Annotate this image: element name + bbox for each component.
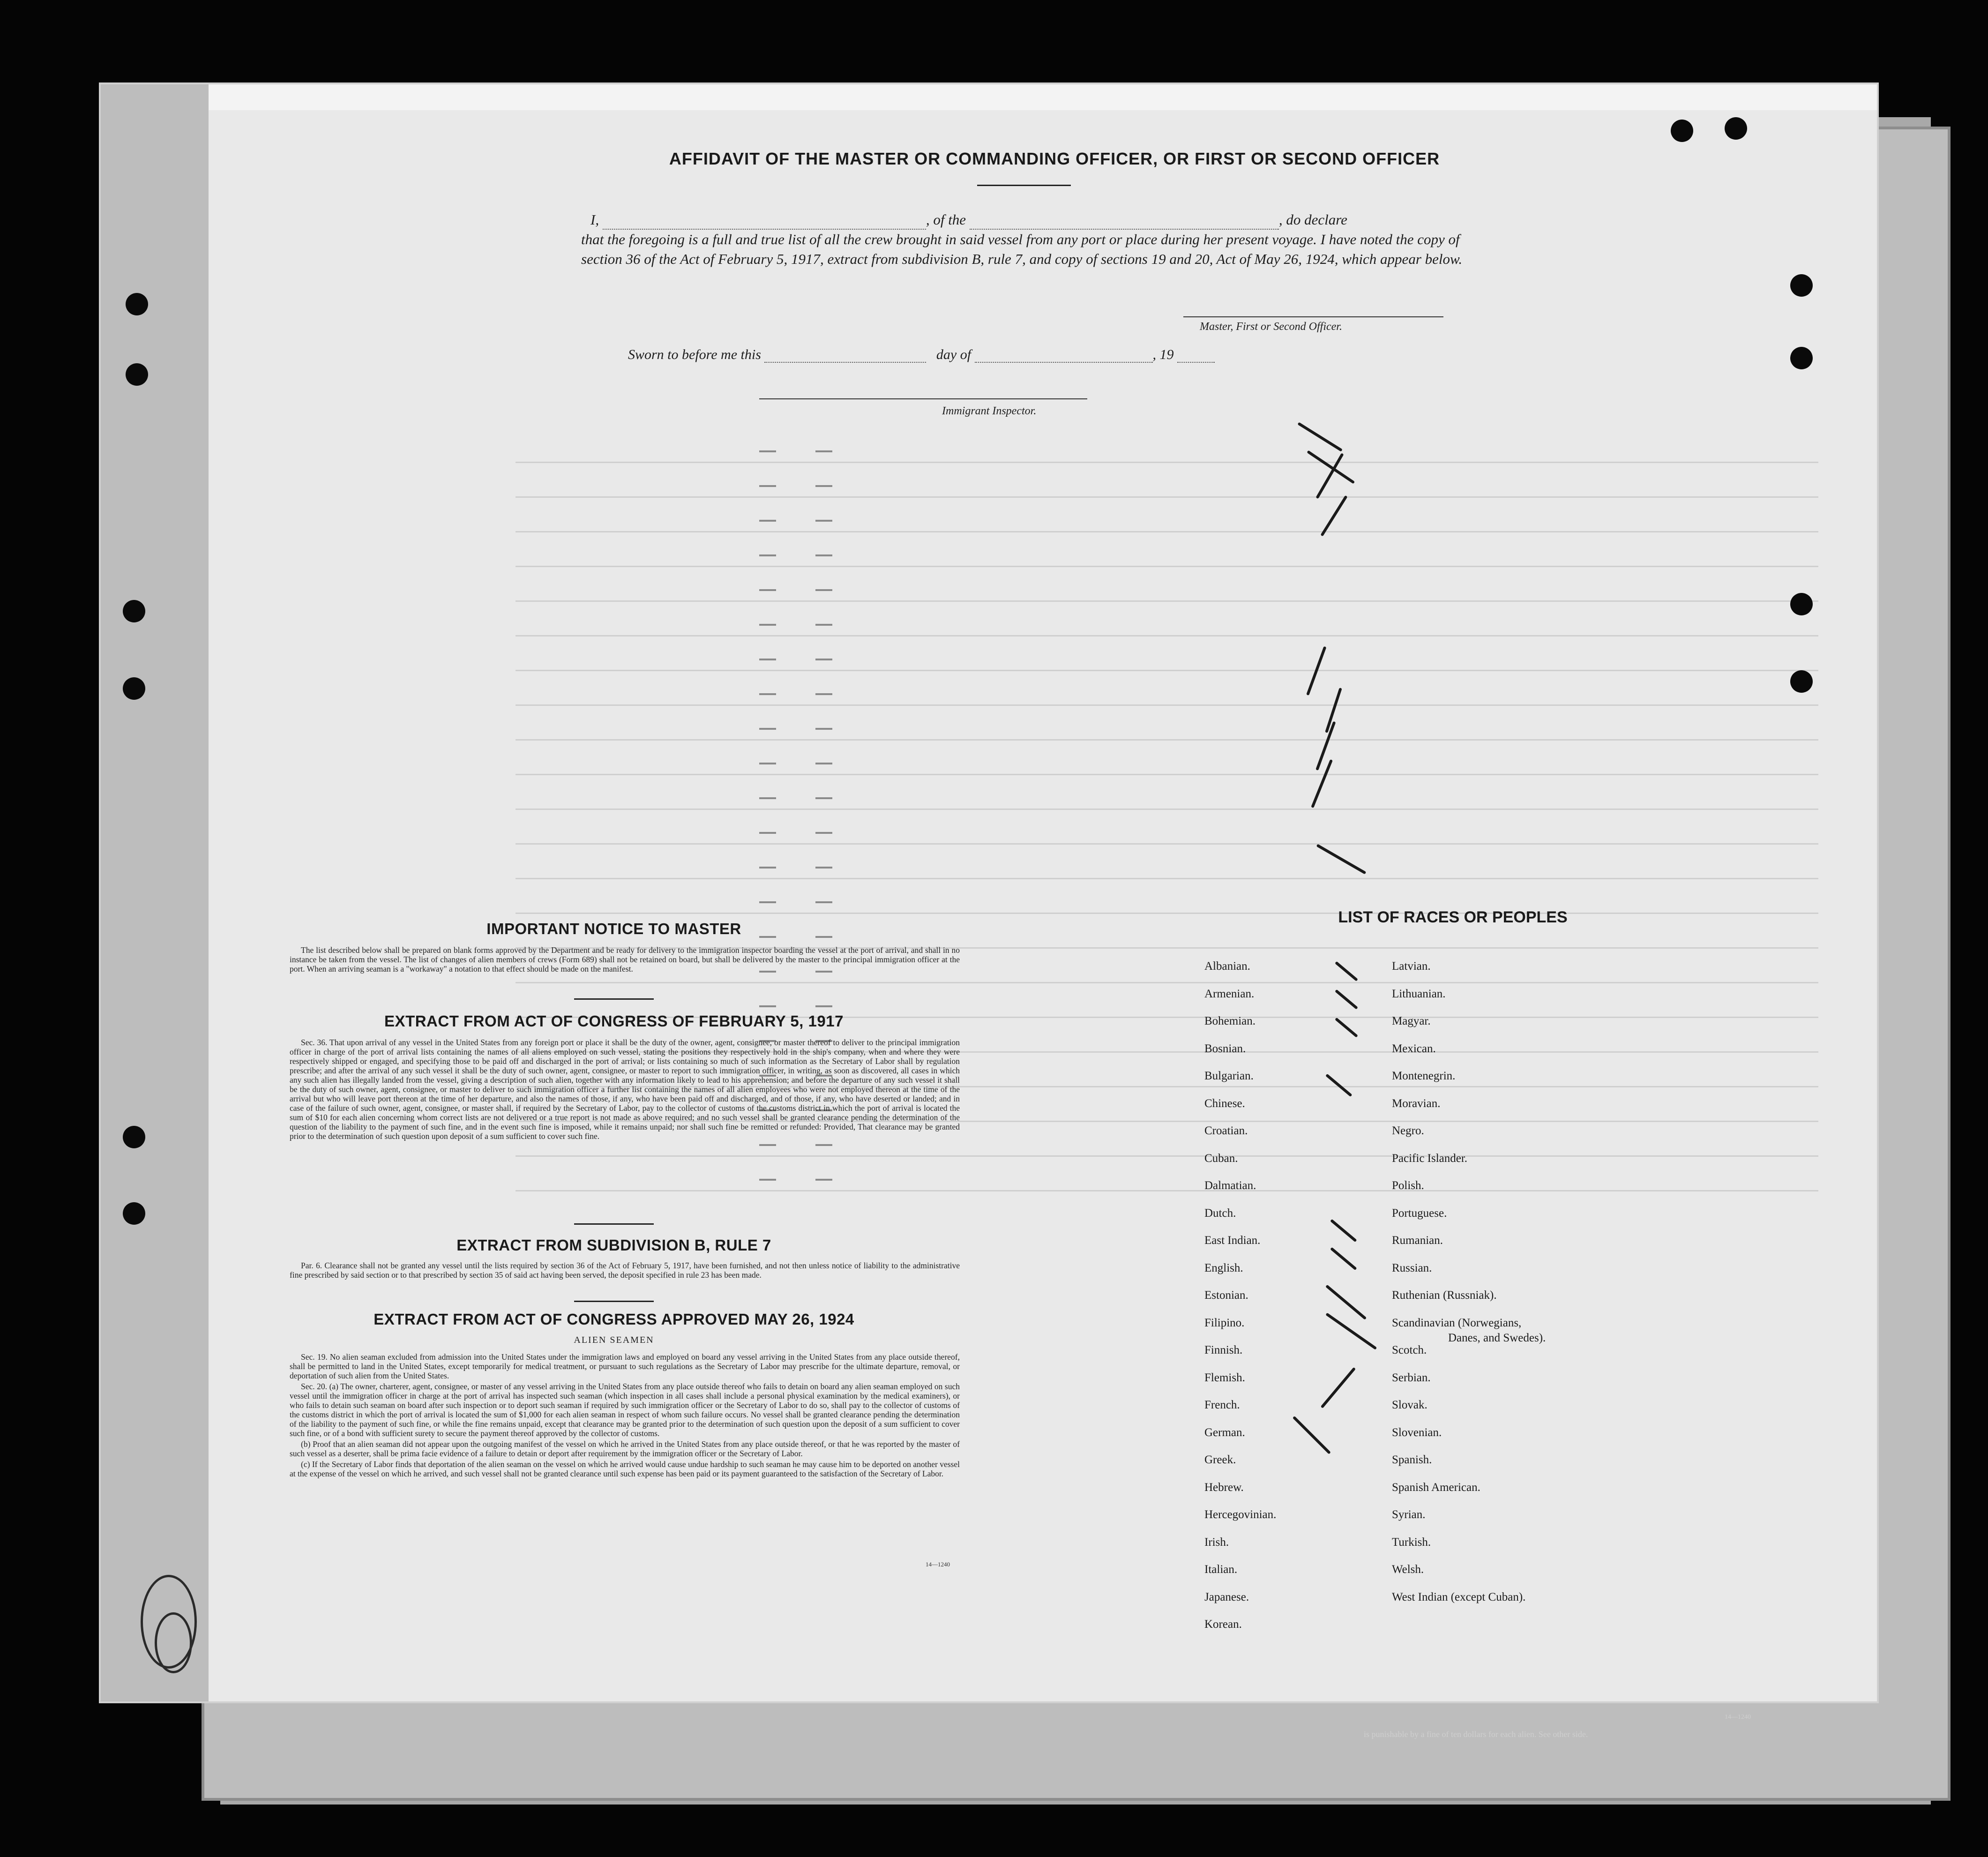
race-item: Russian. <box>1392 1261 1432 1274</box>
race-item: Polish. <box>1392 1179 1424 1192</box>
extract-1917-title: EXTRACT FROM ACT OF CONGRESS OF FEBRUARY 5, 1917 <box>384 1012 844 1030</box>
bleed-through-dots <box>815 867 832 869</box>
section-19-paragraph: Sec. 19. No alien seaman excluded from admission into the United States under the immigration laws and employed on board any vessel arriving in the United States from any place outside thereof, shall be permitted to land in the United States, except temporarily for medical treatment, or pursuant to such regulations as the Secretary of Labor may prescribe for the ultimate departure, removal, or deportation of such alien from the United States. <box>290 1352 960 1380</box>
affidavit-declaration-line <box>581 210 1481 230</box>
bleed-through-line <box>516 878 1818 879</box>
race-item: Croatian. <box>1204 1124 1248 1137</box>
race-item: Slovenian. <box>1392 1426 1442 1439</box>
affidavit-title: AFFIDAVIT OF THE MASTER OR COMMANDING OFFICER, OR FIRST OR SECOND OFFICER <box>669 149 1440 168</box>
bleed-through-line <box>516 982 1818 983</box>
officer-signature-line[interactable] <box>1183 316 1443 317</box>
race-item: Latvian. <box>1392 960 1431 973</box>
race-item: West Indian (except Cuban). <box>1392 1590 1526 1603</box>
race-item: Greek. <box>1204 1453 1236 1466</box>
race-item: Korean. <box>1204 1618 1242 1631</box>
race-item: Montenegrin. <box>1392 1070 1456 1082</box>
bleed-through-dots <box>759 624 776 626</box>
race-item: Rumanian. <box>1392 1234 1443 1247</box>
bleed-through-dots <box>759 485 776 487</box>
sworn-month-blank[interactable] <box>975 348 1153 363</box>
race-item: Cuban. <box>1204 1152 1238 1165</box>
punch-hole <box>1671 120 1693 142</box>
race-item: Scandinavian (Norwegians, <box>1392 1316 1522 1329</box>
bleed-through-dots <box>759 520 776 522</box>
race-item: Spanish American. <box>1392 1481 1480 1494</box>
affidavit-body <box>581 210 1481 269</box>
bleed-through-dots <box>815 728 832 730</box>
punch-hole <box>1790 347 1813 369</box>
affidavit-title-rule <box>977 185 1071 186</box>
bleed-through-dots <box>815 520 832 522</box>
bleed-through-dots <box>815 693 832 695</box>
race-item: Moravian. <box>1392 1097 1441 1110</box>
bleed-through-line <box>516 704 1818 706</box>
sworn-day-of: day of <box>936 347 972 362</box>
bleed-through-dots <box>815 763 832 764</box>
sworn-year-blank[interactable] <box>1177 348 1215 363</box>
punch-hole <box>123 1202 145 1225</box>
race-item: Dutch. <box>1204 1206 1236 1220</box>
race-item: Danes, and Swedes). <box>1448 1331 1546 1344</box>
race-item: Mexican. <box>1392 1042 1436 1055</box>
extract-1924-subtitle: ALIEN SEAMEN <box>574 1335 654 1345</box>
bleed-through-dots <box>759 1144 776 1146</box>
punch-hole <box>126 363 148 386</box>
bleed-through-line <box>516 462 1818 463</box>
extract-rule7-title: EXTRACT FROM SUBDIVISION B, RULE 7 <box>456 1236 771 1254</box>
sheet-top-band <box>209 84 1877 110</box>
bleed-through-dots <box>815 485 832 487</box>
race-item: Dalmatian. <box>1204 1179 1256 1192</box>
bleed-through-dots <box>815 1005 832 1007</box>
notice-title: IMPORTANT NOTICE TO MASTER <box>486 920 741 937</box>
race-item: Syrian. <box>1392 1508 1426 1521</box>
sheet-left-margin <box>101 84 209 1701</box>
extract-1917-paragraph: Sec. 36. That upon arrival of any vessel in the United States from any foreign port or place it shall be the duty of the owner, agent, consignee, or master thereof to deliver to the principal immigration officer in charge of the port of arrival lists containing the names of all aliens employed on such vessel, stating the positions they respectively hold in the ship's company, when and where they were respectively shipped or engaged, and specifying those to be paid off and discharged in the port of arrival; or lists containing so much of such information as the Secretary of Labor shall by regulation prescribe; and after the arrival of any such vessel it shall be the duty of such owner, agent, consignee, or master to report to such immigration officer, in writing, as soon as discovered, all cases in which any such alien has illegally landed from the vessel, giving a description of such alien, together with any information likely to lead to his apprehension; and before the departure of any such vessel it shall be the duty of such owner, agent, consignee, or master to deliver to such immigration officer a further list containing the names of all alien employees who were not employed thereon at the time of the arrival but who will leave port thereon at the time of her departure, and also the names of those, if any, who have been paid off and discharged, and of those, if any, who have deserted or landed; and in case of the failure of such owner, agent, consignee, or master shall, if required by the Secretary of Labor, pay to the collector of customs of the customs district in which the port of arrival is located the sum of $10 for each alien concerning whom correct lists are not delivered or a true report is not made as above required; and no such vessel shall be granted clearance pending the determination of the question of the liability to the payment of such fine, and in the event such fine is imposed, while it remains unpaid; nor shall such fine be remitted or refunded: Provided, That clearance may be granted prior to the determination of such question upon deposit of a sum sufficient to cover such fine. <box>290 1038 960 1141</box>
race-item: Scotch. <box>1392 1344 1427 1356</box>
left-form-number: 14—1240 <box>926 1561 950 1568</box>
bleed-through-line <box>516 496 1818 498</box>
punch-hole <box>1790 274 1813 297</box>
bleed-through-line <box>516 670 1818 671</box>
bleed-through-dots <box>759 867 776 869</box>
race-item: English. <box>1204 1261 1243 1274</box>
bleed-through-line <box>516 635 1818 636</box>
race-item: Armenian. <box>1204 987 1255 1000</box>
race-item: Lithuanian. <box>1392 987 1446 1000</box>
race-item: Serbian. <box>1392 1371 1431 1384</box>
race-item: Turkish. <box>1392 1535 1431 1549</box>
bleed-through-dots <box>759 693 776 695</box>
race-item: Ruthenian (Russniak). <box>1392 1289 1497 1302</box>
bleed-through-dots <box>759 1005 776 1007</box>
bleed-through-dots <box>759 763 776 764</box>
extract-1917-text <box>290 1038 960 1142</box>
race-item: Albanian. <box>1204 960 1250 973</box>
punch-hole <box>1790 593 1813 615</box>
bleed-through-line <box>516 566 1818 567</box>
punch-hole <box>1725 117 1747 140</box>
punch-hole <box>123 1126 145 1148</box>
race-item: Pacific Islander. <box>1392 1152 1468 1165</box>
bleed-through-line <box>516 600 1818 602</box>
sworn-year: , 19 <box>1152 347 1174 362</box>
section-20a-paragraph: Sec. 20. (a) The owner, charterer, agent, consignee, or master of any vessel arriving in the United States from any place outside thereof who fails to detain on board any alien seaman employed on such vessel until the immigration officer in charge at the port of arrival has inspected such seaman (which inspection in all cases shall include a personal physical examination by the medical examiners), or who fails to detain such seaman on board after such inspection or to deport such seaman if required by such immigration officer or the Secretary of Labor to do so, shall pay to the collector of customs of the customs district in which the port of arrival is located the sum of $1,000 for each alien seaman in respect of whom such failure occurs. No vessel shall be granted clearance pending the determination of the liability to the payment of such fine, or while the fine remains unpaid, except that clearance may be granted prior to the determination of such question upon the deposit of a sum sufficient to cover such fine, or of a bond with sufficient surety to secure the payment thereof approved by the collector of customs. <box>290 1382 960 1438</box>
extract-1924-text <box>290 1352 960 1480</box>
bleed-through-dots <box>759 450 776 452</box>
section-divider <box>574 998 654 1000</box>
bleed-through-dots <box>815 1144 832 1146</box>
bleed-through-dots <box>759 659 776 660</box>
sworn-line <box>628 347 1215 363</box>
race-item: Italian. <box>1204 1563 1238 1576</box>
bleed-through-dots <box>815 1179 832 1181</box>
race-item: Chinese. <box>1204 1097 1245 1110</box>
race-item: Portuguese. <box>1392 1206 1447 1220</box>
race-item: East Indian. <box>1204 1234 1261 1247</box>
section-20b-paragraph: (b) Proof that an alien seaman did not appear upon the outgoing manifest of the vessel on which he arrived in the United States from any place outside thereof, or that he was reported by the master of such vessel as a deserter, shall be prima facie evidence of a failure to detain or deport after requirement by the immigration officer or the Secretary of Labor. <box>290 1439 960 1458</box>
race-item: Magyar. <box>1392 1015 1431 1027</box>
bleed-through-dots <box>759 728 776 730</box>
bleed-through-line <box>516 739 1818 741</box>
race-item: Bohemian. <box>1204 1015 1256 1027</box>
race-item: French. <box>1204 1399 1240 1411</box>
bleed-through-line <box>516 1190 1818 1191</box>
extract-1924-title: EXTRACT FROM ACT OF CONGRESS APPROVED MAY 26, 1924 <box>374 1310 854 1328</box>
race-item: Welsh. <box>1392 1563 1424 1576</box>
bleed-through-dots <box>815 832 832 834</box>
race-item: Hercegovinian. <box>1204 1508 1277 1521</box>
extract-rule7-paragraph: Par. 6. Clearance shall not be granted any vessel until the lists required by section 36 of the Act of February 5, 1917, have been furnished, and not then unless notice of liability to the administrative fine prescribed by said section or to that prescribed by section 35 of said act having been served, the deposit specified in rule 23 has been made. <box>290 1261 960 1280</box>
race-item: Japanese. <box>1204 1590 1249 1603</box>
footer-form-number: 14—1240 <box>1725 1714 1751 1721</box>
officer-signature-label: Master, First or Second Officer. <box>1200 321 1342 333</box>
race-item: Flemish. <box>1204 1371 1245 1384</box>
extract-rule7-text <box>290 1261 960 1281</box>
sworn-date-blank[interactable] <box>764 348 926 363</box>
bleed-through-dots <box>815 659 832 660</box>
bleed-through-dots <box>815 450 832 452</box>
bleed-through-line <box>516 774 1818 775</box>
inspector-label: Immigrant Inspector. <box>942 405 1037 417</box>
inspector-signature-line[interactable] <box>759 398 1087 399</box>
bleed-through-line <box>516 1155 1818 1157</box>
bleed-through-dots <box>815 624 832 626</box>
notice-text <box>290 945 960 975</box>
affidavit-declaration-text: that the foregoing is a full and true list of all the crew brought in said vessel from any port or place during her present voyage. I have noted the copy of section 36 of the Act of February 5, 1917, extract from subdivision B, rule 7, and copy of sections 19 and 20, Act of May 26, 1924, which appear below. <box>581 231 1463 267</box>
bleed-through-dots <box>815 589 832 591</box>
bleed-through-line <box>516 843 1818 845</box>
punch-hole <box>126 293 148 315</box>
bleed-through-dots <box>815 901 832 903</box>
race-item: Hebrew. <box>1204 1481 1244 1494</box>
punch-hole <box>1790 670 1813 693</box>
section-divider <box>574 1301 654 1302</box>
section-20c-paragraph: (c) If the Secretary of Labor finds that deportation of the alien seaman on the vessel on which he arrived would cause undue hardship to such seaman he may cause him to be deported on another vessel at the expense of the vessel on which he arrived, and such vessel shall not be granted clearance until such expense has been paid or its payment guaranteed to the satisfaction of the Secretary of Labor. <box>290 1460 960 1478</box>
race-item: German. <box>1204 1426 1245 1439</box>
declaration-i: I, <box>590 211 599 228</box>
footer-note: is punishable by a fine of ten dollars for each alien. See other side. <box>1364 1730 1588 1739</box>
sworn-prefix: Sworn to before me this <box>628 347 761 362</box>
race-item: Estonian. <box>1204 1289 1248 1302</box>
bleed-through-dots <box>815 797 832 799</box>
race-item: Bosnian. <box>1204 1042 1246 1055</box>
section-divider <box>574 1223 654 1225</box>
bleed-through-dots <box>815 554 832 556</box>
bleed-through-line <box>516 809 1818 810</box>
bleed-through-dots <box>759 797 776 799</box>
bleed-through-dots <box>759 554 776 556</box>
race-item: Spanish. <box>1392 1453 1432 1466</box>
bleed-through-dots <box>759 1179 776 1181</box>
notice-paragraph: The list described below shall be prepared on blank forms approved by the Department and be ready for delivery to the immigration inspector boarding the vessel at the port of arrival, and shall in no instance be taken from the vessel. The list of changes of alien members of crews (Form 689) shall not be retained on board, but shall be delivered by the master to the principal immigration officer at the port. When an arriving seaman is a "workaway" a notation to that effect should be made on the manifest. <box>290 945 960 973</box>
punch-hole <box>123 600 145 622</box>
bleed-through-dots <box>759 832 776 834</box>
race-item: Negro. <box>1392 1124 1424 1137</box>
bleed-through-dots <box>759 901 776 903</box>
bleed-through-dots <box>759 589 776 591</box>
race-item: Finnish. <box>1204 1344 1243 1356</box>
race-item: Filipino. <box>1204 1316 1245 1329</box>
races-title: LIST OF RACES OR PEOPLES <box>1338 908 1568 926</box>
declaration-of-the: , of the <box>926 211 966 228</box>
race-item: Slovak. <box>1392 1399 1427 1411</box>
punch-hole <box>123 677 145 700</box>
declaration-do-declare: , do declare <box>1278 211 1347 228</box>
handwritten-scribble <box>155 1612 192 1673</box>
race-item: Bulgarian. <box>1204 1070 1254 1082</box>
bleed-through-line <box>516 531 1818 532</box>
race-item: Irish. <box>1204 1535 1229 1549</box>
